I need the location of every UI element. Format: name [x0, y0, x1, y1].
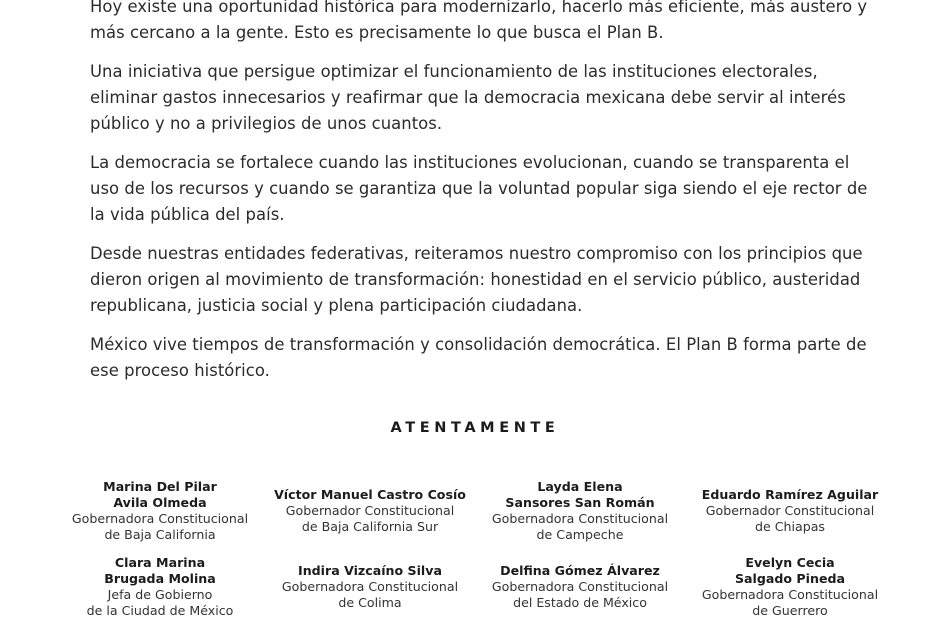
letter-body	[90, 0, 870, 397]
signature-block	[265, 473, 475, 549]
signature-block	[55, 473, 265, 549]
signatory-name: Layda Elena Sansores San Román	[505, 479, 655, 510]
signature-block	[685, 473, 895, 549]
signatory-name: Clara Marina Brugada Molina	[104, 555, 216, 586]
signatory-title: Gobernadora Constitucional de Colima	[281, 579, 459, 610]
signatory-name: Eduardo Ramírez Aguilar	[701, 487, 879, 502]
signatory-name: Víctor Manuel Castro Cosío	[274, 487, 466, 502]
signatories-grid	[55, 473, 895, 625]
signatory-title: Gobernadora Constitucional del Estado de México	[491, 579, 669, 610]
signature-block	[55, 549, 265, 625]
signature-block	[265, 549, 475, 625]
signatory-title: Jefa de Gobierno de la Ciudad de México	[86, 587, 234, 618]
signature-block	[475, 549, 685, 625]
signatory-name: Evelyn Cecia Salgado Pineda	[734, 555, 846, 586]
signatory-title: Gobernadora Constitucional de Campeche	[491, 511, 669, 542]
paragraph: La democracia se fortalece cuando las instituciones evolucionan, cuando se transparenta el uso de los recursos y cuando se garantiza que la voluntad popular siga siendo el eje rector de la vida pública del país.	[90, 153, 868, 224]
paragraph: Hoy existe una oportunidad histórica para modernizarlo, hacerlo más eficiente, más austero y más cercano a la gente. Esto es precisamente lo que busca el Plan B.	[90, 0, 868, 42]
paragraph: Una iniciativa que persigue optimizar el funcionamiento de las instituciones electorales, eliminar gastos innecesarios y reafirmar que la democracia mexicana debe servir al interés público y no a privilegios de unos cuantos.	[90, 62, 846, 133]
signature-block	[685, 549, 895, 625]
paragraph: Desde nuestras entidades federativas, reiteramos nuestro compromiso con los principios que dieron origen al movimiento de transformación: honestidad en el servicio público, austeridad republicana, justicia social y plena participación ciudadana.	[90, 244, 863, 315]
signatory-title: Gobernadora Constitucional de Guerrero	[701, 587, 879, 618]
signatory-name: Delfina Gómez Álvarez	[500, 563, 660, 578]
signatory-title: Gobernador Constitucional de Chiapas	[705, 503, 875, 534]
signatory-name: Marina Del Pilar Avila Olmeda	[103, 479, 217, 510]
paragraph: México vive tiempos de transformación y consolidación democrática. El Plan B forma parte de ese proceso histórico.	[90, 335, 867, 380]
signature-block	[475, 473, 685, 549]
closing-salutation: ATENTAMENTE	[390, 420, 560, 436]
signatory-title: Gobernadora Constitucional de Baja California	[71, 511, 249, 542]
signatory-name: Indira Vizcaíno Silva	[298, 563, 442, 578]
signatory-title: Gobernador Constitucional de Baja California Sur	[285, 503, 455, 534]
